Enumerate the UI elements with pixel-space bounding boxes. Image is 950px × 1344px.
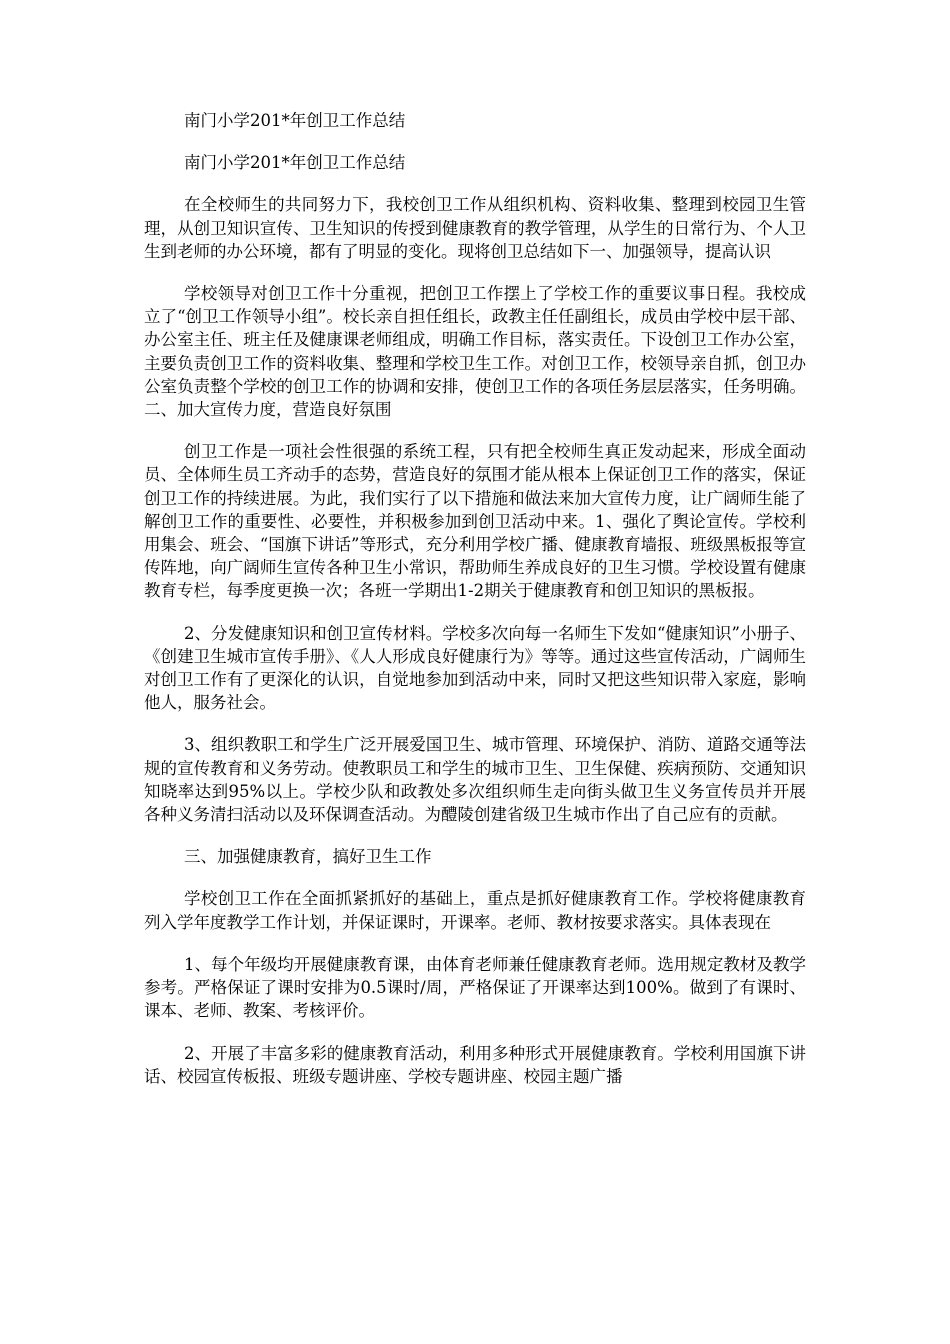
paragraph-volunteer: 3、组织教职工和学生广泛开展爱国卫生、城市管理、环境保护、消防、道路交通等法规的宣传教育和义务劳动。使教职员工和学生的城市卫生、卫生保健、疾病预防、交通知识知晓率达到95%以上。学校少队和政教处多次组织师生走向街头做卫生义务宣传员并开展各种义务清扫活动以及环保调查活动。为醴陵创建省级卫生城市作出了自己应有的贡献。: [144, 735, 806, 825]
paragraph-leadership: 学校领导对创卫工作十分重视，把创卫工作摆上了学校工作的重要议事日程。我校成立了“创卫工作领导小组”。校长亲自担任组长，政教主任任副组长，成员由学校中层干部、办公室主任、班主任及健康课老师组成，明确工作目标，落实责任。下设创卫工作办公室，主要负责创卫工作的资料收集、整理和学校卫生工作。对创卫工作，校领导亲自抓，创卫办公室负责整个学校的创卫工作的协调和安排，使创卫工作的各项任务层层落实，任务明确。二、加大宣传力度，营造良好氛围: [144, 284, 806, 420]
paragraph-spacer: [144, 174, 806, 193]
paragraph-materials: 2、分发健康知识和创卫宣传材料。学校多次向每一名师生下发如“健康知识”小册子、《创建卫生城市宣传手册》、《人人形成良好健康行为》等等。通过这些宣传活动，广阔师生对创卫工作有了更深化的认识，自觉地参加到活动中来，同时又把这些知识带入家庭，影响他人，服务社会。: [144, 623, 806, 713]
section-heading-health-education: 三、加强健康教育，搞好卫生工作: [184, 847, 432, 867]
paragraph-publicity: 创卫工作是一项社会性很强的系统工程，只有把全校师生真正发动起来，形成全面动员、全体师生员工齐动手的态势，营造良好的氛围才能从根本上保证创卫工作的落实，保证创卫工作的持续进展。为此，我们实行了以下措施和做法来加大宣传力度，让广阔师生能了解创卫工作的重要性、必要性，并积极参加到创卫活动中来。1、强化了舆论宣传。学校利用集会、班会、“国旗下讲话”等形式，充分利用学校广播、健康教育墙报、班级黑板报等宣传阵地，向广阔师生宣传各种卫生小常识，帮助师生养成良好的卫生习惯。学校设置有健康教育专栏，每季度更换一次；各班一学期出1-2期关于健康教育和创卫知识的黑板报。: [144, 442, 806, 601]
paragraph-spacer: [144, 263, 806, 282]
paragraph-spacer: [144, 421, 806, 440]
paragraph-spacer: [144, 826, 806, 845]
paragraph-health-education: 学校创卫工作在全面抓紧抓好的基础上，重点是抓好健康教育工作。学校将健康教育列入学年度教学工作计划，并保证课时，开课率。老师、教材按要求落实。具体表现在: [144, 889, 806, 932]
paragraph-activities: 2、开展了丰富多彩的健康教育活动，利用多种形式开展健康教育。学校利用国旗下讲话、校园宣传板报、班级专题讲座、学校专题讲座、校园主题广播: [144, 1043, 806, 1086]
paragraph-spacer: [144, 868, 806, 887]
paragraph-courses: 1、每个年级均开展健康教育课，由体育老师兼任健康教育老师。选用规定教材及教学参考。严格保证了课时安排为0.5课时/周，严格保证了开课率达到100%。做到了有课时、课本、老师、教案、考核评价。: [144, 954, 806, 1021]
paragraph-spacer: [144, 934, 806, 953]
document-page: [144, 109, 806, 1088]
paragraph-spacer: [144, 603, 806, 622]
paragraph-spacer: [144, 714, 806, 733]
document-title: 南门小学201*年创卫工作总结: [184, 111, 406, 130]
document-subtitle: 南门小学201*年创卫工作总结: [184, 153, 406, 173]
paragraph-spacer: [144, 132, 806, 151]
paragraph-spacer: [144, 1023, 806, 1042]
paragraph-intro: 在全校师生的共同努力下，我校创卫工作从组织机构、资料收集、整理到校园卫生管理，从创卫知识宣传、卫生知识的传授到健康教育的教学管理，从学生的日常行为、个人卫生到老师的办公环境，都有了明显的变化。现将创卫总结如下一、加强领导，提高认识: [144, 195, 806, 261]
